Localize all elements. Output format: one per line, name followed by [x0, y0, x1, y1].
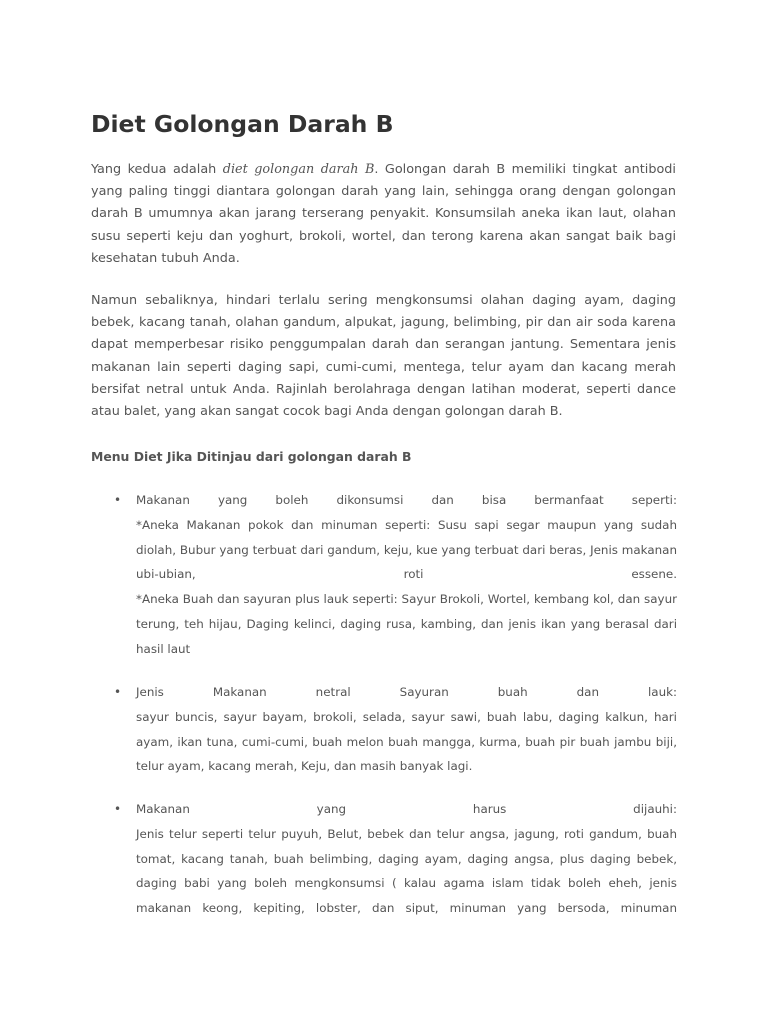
bullet-icon: •: [114, 685, 122, 699]
second-paragraph: Namun sebaliknya, hindari terlalu sering mengkonsumsi olahan daging ayam, daging bebek, kacang tanah, olahan gandum, alpukat, jagung, belimbing, pir dan air soda karena dapat memperbesar risiko penggumpalan darah dan serangan jantung. Sementara jenis makanan lain seperti daging sapi, cumi-cumi, mentega, telur ayam dan kacang merah bersifat netral untuk Anda. Rajinlah berolahraga dengan latihan moderat, seperti dance atau balet, yang akan sangat cocok bagi Anda dengan golongan darah B.: [91, 293, 676, 420]
intro-text-rest: . Golongan darah B memiliki tingkat antibodi yang paling tinggi diantara golongan darah yang lain, sehingga orang dengan golongan darah B umumnya akan jarang terserang penyakit. Konsumsilah aneka ikan laut, olahan susu seperti keju dan yoghurt, brokoli, wortel, dan terong karena akan sangat baik bagi kesehatan tubuh Anda.: [91, 162, 676, 266]
list-item-body: [136, 488, 677, 662]
intro-text-start: Yang kedua adalah: [91, 162, 223, 177]
list-item-head: Makanan yang harus dijauhi:: [136, 802, 677, 816]
menu-heading: Menu Diet Jika Ditinjau dari golongan darah B: [91, 449, 412, 464]
list-item-line: sayur buncis, sayur bayam, brokoli, selada, sayur sawi, buah labu, daging kalkun, hari ayam, ikan tuna, cumi-cumi, buah melon buah mangga, kurma, buah pir buah jambu biji, telur ayam, kacang merah, Keju, dan masih banyak lagi.: [136, 709, 677, 774]
list-item-body: [136, 797, 677, 921]
list-item-head: Jenis Makanan netral Sayuran buah dan lauk:: [136, 685, 677, 699]
list-item-head: Makanan yang boleh dikonsumsi dan bisa bermanfaat seperti:: [136, 493, 677, 507]
intro-italic-term: diet golongan darah B: [222, 162, 375, 177]
list-item-line: *Aneka Buah dan sayuran plus lauk seperti: Sayur Brokoli, Wortel, kembang kol, dan sayur terung, teh hijau, Daging kelinci, daging rusa, kambing, dan jenis ikan yang berasal dari hasil laut: [136, 592, 677, 656]
list-item-line: *Aneka Makanan pokok dan minuman seperti: Susu sapi segar maupun yang sudah diolah, Bubur yang terbuat dari gandum, keju, kue yang terbuat dari beras, Jenis makanan ubi-ubian, roti essene.: [136, 517, 677, 582]
list-item-line: Jenis telur seperti telur puyuh, Belut, bebek dan telur angsa, jagung, roti gandum, buah tomat, kacang tanah, buah belimbing, daging ayam, daging angsa, plus daging bebek, daging babi yang boleh mengkonsumsi ( kalau agama islam tidak boleh eheh, jenis makanan keong, kepiting, lobster, dan siput, minuman yang bersoda, minuman: [136, 826, 677, 916]
list-item-body: [136, 680, 677, 779]
article-title: Diet Golongan Darah B: [91, 110, 394, 138]
bullet-icon: •: [114, 802, 122, 816]
bullet-icon: •: [114, 493, 122, 507]
intro-paragraph: [91, 159, 676, 270]
